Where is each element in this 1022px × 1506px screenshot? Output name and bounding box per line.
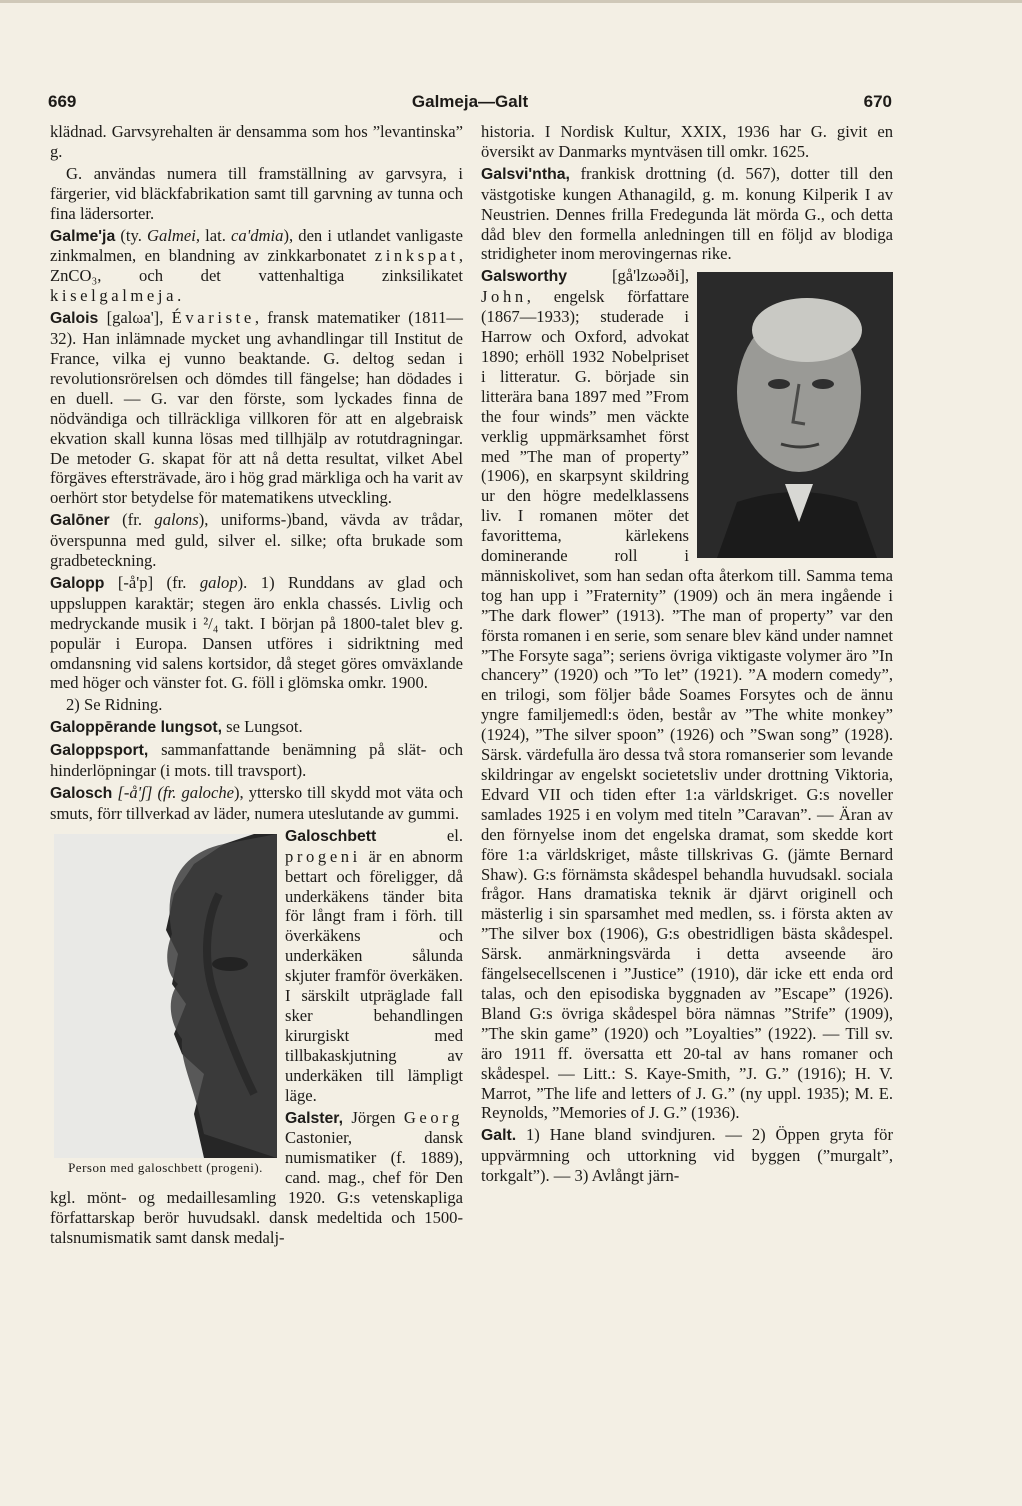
entry-galoner: Galōner (fr. galons), uniforms-)band, vävda av trådar, överspunna med guld, silver el. silke; ofta brukade som gradbeteckning. (50, 510, 463, 571)
entry-paragraph: G. användas numera till framställning av garvsyra, i färgerier, vid bläckfabrikation samt till garvning av tunna och fina lädersorter. (50, 163, 463, 223)
entry-galopp-sense-2: 2) Se Ridning. (66, 695, 163, 715)
headword: Galt. (481, 1127, 517, 1145)
entry-galoschbett: Galoschbett el. progeni är en abnorm bettart och föreligger, då underkäkens tänder bita för långt fram i förh. till överkäkens och underkäken sålunda skjuter framför överkäken. I särskilt utpräglade fall sker behandlingen kirurgiskt med tillbakaskjutning av underkäken till lämpligt läge. (285, 825, 463, 1105)
entry-galoppsport: Galoppsport, sammanfattande benämning på slät- och hinderlöpningar (i mots. till travsport). (50, 740, 463, 781)
running-title: Galmeja—Galt (411, 92, 529, 111)
headword: Galopp (50, 574, 105, 592)
headword: Galme'ja (50, 227, 116, 245)
portrait-image (697, 272, 893, 558)
page-number-left: 669 (48, 92, 77, 111)
entry-galsvintha: Galsvi'ntha, frankisk drottning (d. 567), dotter till den västgotiske kungen Athanagild, g. m. konung Kilperik I av Neustrien. Dennes frilla Fredegunda lät mörda G., och detta dåd blev den formella anledningen till en följd av blodiga stridigheter inom merovingernas rike. (481, 163, 893, 264)
headword: Galsvi'ntha, (481, 165, 570, 183)
headword: Galoppsport, (50, 742, 149, 760)
entry-galosch: Galosch [-å'ʃ] (fr. galoche), yttersko till skydd mot väta och smuts, förr tillverkad av läder, numera uteslutande av gummi. (50, 783, 463, 823)
headword: Galoppērande lungsot, (50, 719, 223, 737)
entry-galt: Galt. 1) Hane bland svindjuren. — 2) Öppen gryta för uppvärmning och uttorkning vid byggen (”murgalt”, torkgalt”). — 3) Avlångt järn- (481, 1125, 893, 1186)
headword: Galois (50, 310, 99, 328)
top-edge-rule (0, 0, 1022, 3)
left-column (50, 122, 463, 1250)
entry-galopp: Galopp [-å'p] (fr. galop). 1) Runddans av glad och uppsluppen karaktär; stegen äro enkla chassés. Livlig och medryckande musik i ²/₄ takt. I början på 1800-talet blev g. populär i Europa. Dansen utföres i sidriktning med omdansning vid salens kortsidor, då steget göres omväxlande med höger och vänster fot. G. föll i glömska omkr. 1900. (50, 572, 463, 693)
right-column (481, 122, 893, 1188)
headword: Galster, (285, 1109, 343, 1127)
entry-galster: Galster, Jörgen Georg Castonier, dansk numismatiker (f. 1889), cand. mag., chef för Den kgl. mönt- og medaillesamling 1920. G:s vetenskapliga författarskap berör huvudsakl. dansk medeltida och 1500-talsnumismatik samt dansk medalj- (50, 1107, 463, 1247)
headword: Galōner (50, 512, 110, 530)
figure-caption: Person med galoschbett (progeni). (68, 1159, 263, 1175)
headword: Galsworthy (481, 268, 568, 286)
page-number-right: 670 (863, 92, 892, 111)
galsworthy-portrait (697, 272, 893, 558)
headword: Galoschbett (285, 827, 377, 845)
galoschbett-photo (54, 834, 277, 1158)
entry-galopperande: Galoppērande lungsot, se Lungsot. (50, 717, 303, 737)
entry-continuation: historia. I Nordisk Kultur, XXIX, 1936 har G. givit en översikt av Danmarks myntväsen till omkr. 1625. (481, 122, 893, 161)
page-header (48, 92, 892, 114)
entry-galois: Galois [galωa'], Évariste, fransk matematiker (1811—32). Han inlämnade mycket ung avhandlingar till Institut de France, vilka ej vunno beaktande. G. deltog sedan i revolutionsrörelsen och dömdes till fängelse; han dödades i en duell. — G. var den förste, som lyckades finna de nödvändiga och tillräckliga villkoren för att en algebraisk ekvation skall kunna lösas med tillhjälp av rotutdragningar. De metoder G. skapat för att nå detta resultat, vilket Abel förgäves eftersträvade, äro i hög grad märkliga och ha varit av oerhört stor betydelse för matematikens utveckling. (50, 308, 464, 508)
headword: Galosch (50, 785, 113, 802)
entry-galmeja: Galme'ja (ty. Galmei, lat. ca'dmia), den i utlandet vanligaste zinkmalmen, en blandning av zinkkarbonatet zinkspat, ZnCO₃, och det vattenhaltiga zinksilikatet kiselgalmeja. (50, 225, 463, 306)
entry-galsworthy: Galsworthy [gå'lzωəði], John, engelsk författare (1867—1933); studerade i Harrow och Oxford, advokat 1890; erhöll 1932 Nobelpriset i litteratur. G. började sin litterära bana 1897 med ”From the four winds” men väckte verklig uppmärksamhet först med ”The man of property” (1906), en skarpsynt skildring ur den högre medelklassens liv. I romanen möter det favorittema, kärlekens dominerande roll i människolivet, som han sedan ofta återkom till. Samma tema tog han upp i ”Fraternity” (1909) och än mera ingående i ”The dark flower” (1913). ”The man of property” var den första romanen i en serie, som senare blev känd under namnet ”The Forsyte saga”; seriens övriga viktigaste volymer äro ”In chancery” (1920) och ”To let” (1921). ”A modern comedy”, en trilogi, som följer både Soames Forsytes och de ännu yngre familjemedl:s öden, består av ”The white monkey” (1924), ”The silver spoon” (1926) och ”Swan song” (1928). Särsk. värdefulla äro dessa två stora romanserier som levande skildringar av engelskt societetsliv under drottning Viktoria, Edvard VII och tiden efter 1:a världskriget. G:s noveller samlades 1925 i en volym med titeln ”Caravan”. — Äran av den förnyelse inom det engelska dramat, som skedde kort före 1:a världskriget, måste tillskrivas G. (jämte Bernard Shaw). G:s förnämsta skådespel behandla huvudsakl. sociala frågor. Hans dramatiska teknik är djärvt originell och mästerlig i sin sparsamhet med medlen, ss. i första akten av ”The silver box (1906), G:s obestridligen bästa skådespel. Särsk. anmärkningsvärda i detta avseende äro fängelsecellscenen i ”Justice” (1910), där icke ett enda ord talas, och den episodiska byggnaden av ”Escape” (1926). Bland G:s övriga skådespel böra nämnas ”Strife” (1909), ”The skin game” (1920) och ”Loyalties” (1922). — Till sv. äro 1911 ff. översatta ett 20-tal av hans romaner och skådespel. — Litt.: S. Kaye-Smith, ”J. G.” (1916); H. V. Marrot, ”The life and letters of J. G.” (ny uppl. 1935); M. E. Reynolds, ”Memories of J. G.” (1936). (481, 266, 893, 1123)
entry-continuation: klädnad. Garvsyrehalten är densamma som hos ”levantinska” g. (50, 122, 463, 161)
profile-portrait-image (54, 834, 277, 1158)
